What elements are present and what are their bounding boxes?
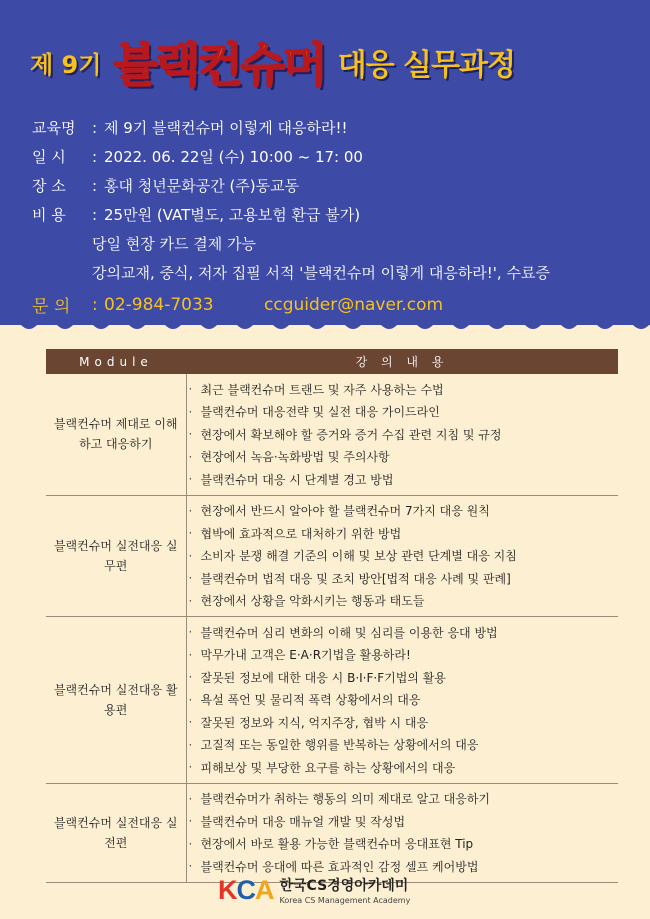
list-item: · 피해보상 및 부당한 요구를 하는 상황에서의 대응 bbox=[188, 760, 456, 775]
list-item: · 블랙컨슈머 응대에 따른 효과적인 감정 셀프 케어방법 bbox=[188, 859, 479, 874]
module-name: 블랙컨슈머 실전대응 실무편 bbox=[46, 495, 186, 617]
module-name: 블랙컨슈머 실전대응 실전편 bbox=[46, 783, 186, 882]
list-item: · 현장에서 상황을 악화시키는 행동과 태도들 bbox=[188, 593, 425, 609]
title-rest: 대응 실무과정 bbox=[337, 48, 515, 83]
info-value: 제 9기 블랙컨슈머 이렇게 대응하라!! bbox=[104, 119, 348, 137]
module-name: 블랙컨슈머 실전대응 활용편 bbox=[46, 617, 186, 784]
info-label: 장 소 bbox=[32, 177, 66, 195]
module-column-header: Module bbox=[46, 349, 186, 374]
list-item: · 협박에 효과적으로 대처하기 위한 방법 bbox=[188, 526, 402, 541]
info-label: 일 시 bbox=[32, 148, 66, 166]
list-item: · 블랙컨슈머 법적 대응 및 조치 방안[법적 대응 사례 및 판례] bbox=[188, 571, 511, 586]
info-row: 교육명 : 제 9기 블랙컨슈머 이렇게 대응하라!! bbox=[32, 118, 348, 137]
list-item: · 현장에서 확보해야 할 증거와 증거 수집 관련 지침 및 규정 bbox=[188, 427, 502, 442]
title-main: 블랙컨슈머 bbox=[113, 38, 326, 92]
academy-name-english: Korea CS Management Academy bbox=[279, 896, 411, 905]
course-info bbox=[32, 113, 632, 287]
table-row bbox=[46, 374, 618, 495]
list-item: · 블랙컨슈머 대응전략 및 실전 대응 가이드라인 bbox=[188, 404, 440, 420]
module-items bbox=[186, 374, 618, 495]
content-column-header: 강 의 내 용 bbox=[186, 349, 618, 374]
list-item: · 잘못된 정보와 지식, 억지주장, 협박 시 대응 bbox=[188, 715, 429, 730]
info-value: 2022. 06. 22일 (수) 10:00 ~ 17: 00 bbox=[104, 148, 363, 166]
list-item: · 현장에서 바로 활용 가능한 블랙컨슈머 응대표현 Tip bbox=[188, 836, 474, 852]
table-row bbox=[46, 495, 618, 617]
info-value: 홍대 청년문화공간 (주)동교동 bbox=[104, 177, 300, 195]
table-header-row bbox=[46, 349, 618, 374]
academy-footer bbox=[218, 872, 410, 908]
list-item: · 욕설 폭언 및 물리적 폭력 상황에서의 대응 bbox=[188, 692, 421, 708]
list-item: · 최근 블랙컨슈머 트랜드 및 자주 사용하는 수법 bbox=[188, 382, 444, 397]
list-item: · 소비자 분쟁 해결 기준의 이해 및 보상 관련 단계별 대응 지침 bbox=[188, 548, 517, 564]
contact-info: 문 의 : 02-984-7033 ccguider@naver.com bbox=[32, 292, 632, 317]
info-label: 비 용 bbox=[32, 206, 66, 224]
list-item: · 블랙컨슈머가 취하는 행동의 의미 제대로 알고 대응하기 bbox=[188, 791, 491, 807]
module-items bbox=[186, 617, 618, 784]
module-items bbox=[186, 495, 618, 617]
list-item: · 잘못된 정보에 대한 대응 시 B·I·F·F기법의 활용 bbox=[188, 670, 446, 685]
wave-divider bbox=[0, 314, 650, 336]
info-value: 25만원 (VAT별도, 고용보험 환급 불가) bbox=[104, 206, 361, 224]
course-title bbox=[30, 22, 630, 102]
list-item: · 블랙컨슈머 대응 시 단계별 경고 방법 bbox=[188, 472, 394, 487]
list-item: · 고질적 또는 동일한 행위를 반복하는 상황에서의 대응 bbox=[188, 737, 479, 753]
info-row: 일 시 : 2022. 06. 22일 (수) 10:00 ~ 17: 00 bbox=[32, 147, 363, 166]
list-item: · 현장에서 반드시 알아야 할 블랙컨슈머 7가지 대응 원칙 bbox=[188, 503, 490, 519]
contact-email[interactable]: ccguider@naver.com bbox=[264, 294, 444, 315]
module-table bbox=[46, 349, 618, 883]
title-prefix: 제 9기 bbox=[30, 50, 102, 79]
list-item: · 블랙컨슈머 심리 변화의 이해 및 심리를 이용한 응대 방법 bbox=[188, 625, 498, 640]
contact-phone[interactable]: 02-984-7033 bbox=[104, 294, 214, 315]
list-item: · 현장에서 녹음·녹화방법 및 주의사항 bbox=[188, 449, 390, 465]
info-row: 장 소 : 홍대 청년문화공간 (주)동교동 bbox=[32, 176, 300, 195]
contact-label: 문 의 bbox=[32, 297, 71, 317]
list-item: · 블랙컨슈머 대응 매뉴얼 개발 및 작성법 bbox=[188, 814, 406, 829]
info-row: 비 용 : 25만원 (VAT별도, 고용보험 환급 불가) bbox=[32, 205, 361, 224]
module-items bbox=[186, 783, 618, 882]
info-label: 교육명 bbox=[32, 119, 76, 137]
module-name: 블랙컨슈머 제대로 이해하고 대응하기 bbox=[46, 374, 186, 495]
academy-name-korean: 한국CS경영아카데미 bbox=[279, 878, 409, 894]
info-extra-line: 당일 현장 카드 결제 가능 bbox=[92, 235, 256, 253]
academy-name bbox=[280, 875, 411, 905]
table-row bbox=[46, 617, 618, 784]
list-item: · 막무가내 고객은 E·A·R기법을 활용하라! bbox=[188, 647, 411, 663]
info-extra-line: 강의교재, 중식, 저자 집필 서적 '블랙컨슈머 이렇게 대응하라!', 수료증 bbox=[92, 264, 550, 282]
table-row bbox=[46, 783, 618, 882]
kca-logo: K C A bbox=[218, 874, 274, 905]
